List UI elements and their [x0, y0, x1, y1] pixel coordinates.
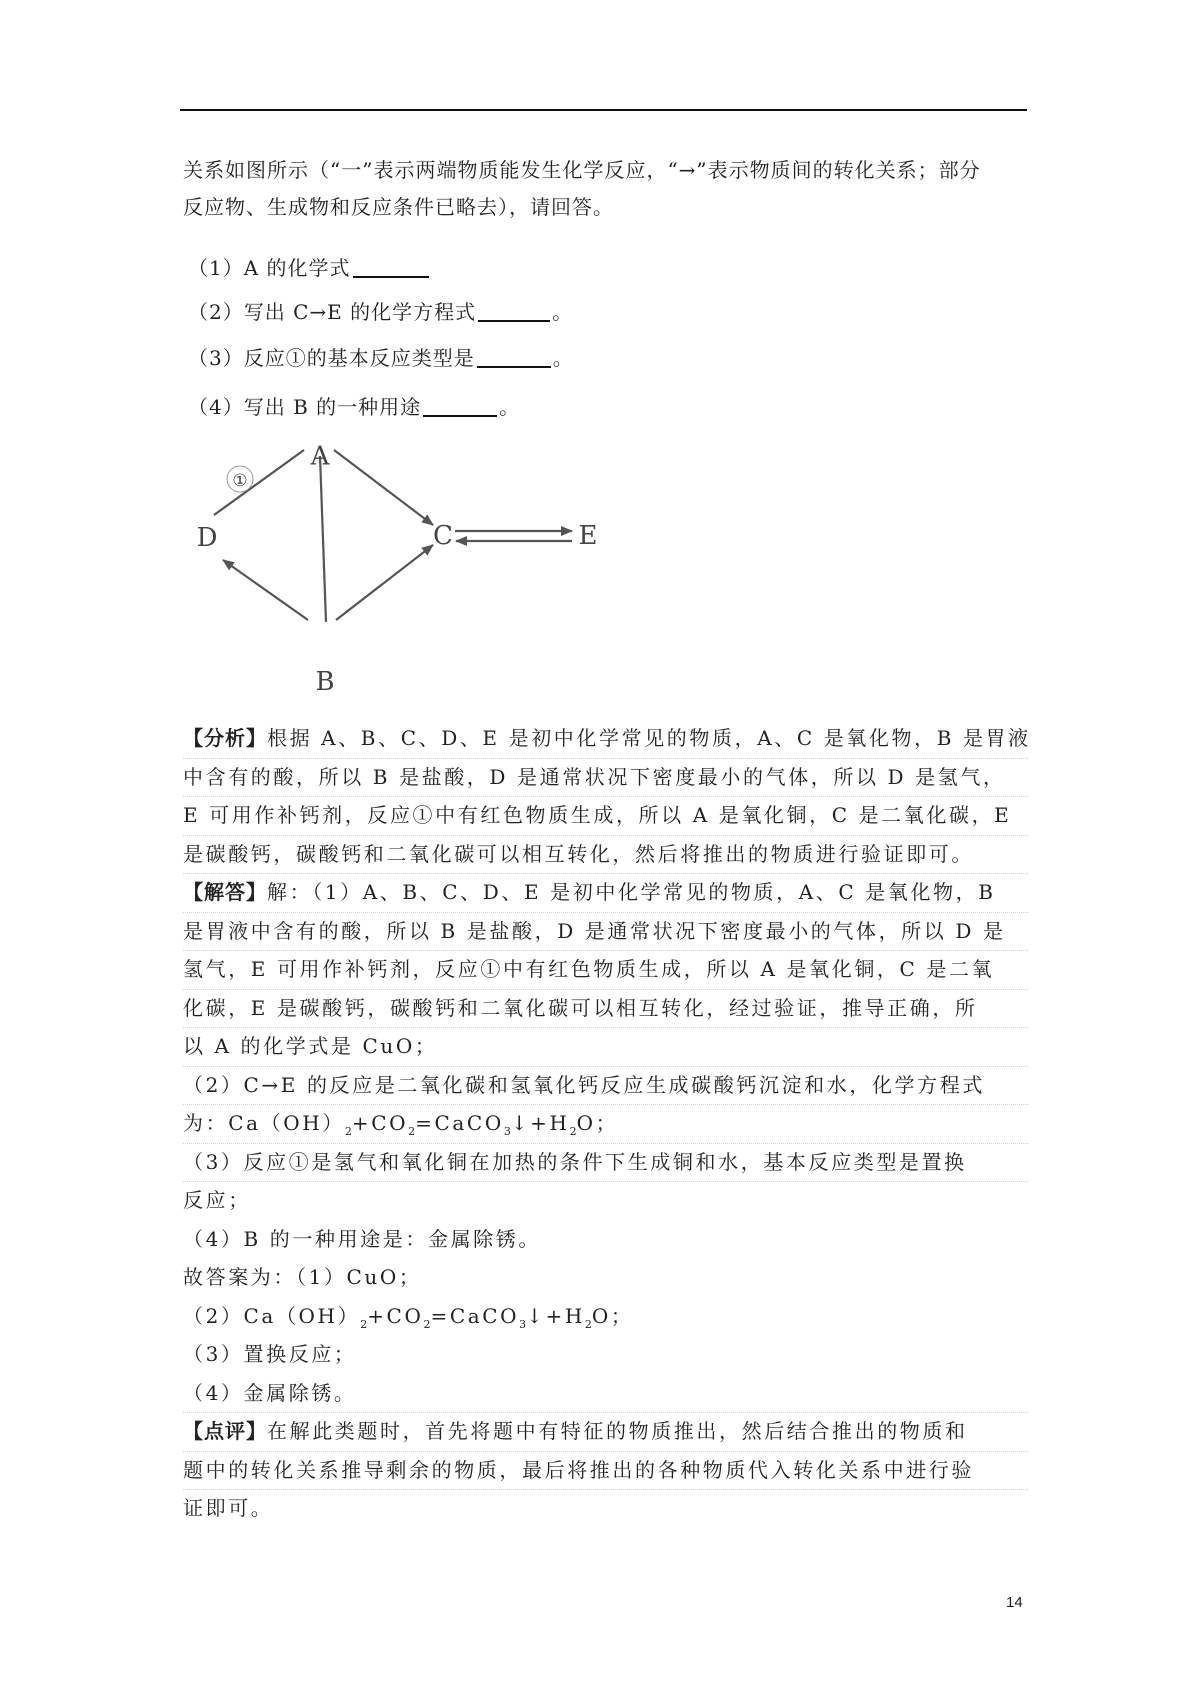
question-4: （4）写出 B 的一种用途 。 [188, 395, 521, 419]
edge-a-b [320, 456, 326, 622]
answer-equation: $(2)Ca(OH)_2+CO_2=CaCO_3↓+H_2O$； [183, 1303, 634, 1331]
intro-line: 关系如图所示（“一”表示两端物质能发生化学反应，“→”表示物质间的转化关系；部分 [183, 158, 981, 182]
node-a: A [310, 441, 330, 472]
question-text: （1）A 的化学式 [188, 256, 351, 280]
part-3-paragraph: （3）反应①是氢气和氧化铜在加热的条件下生成铜和水，基本反应类型是置换 反应； [183, 1144, 1028, 1221]
part-4-paragraph: （4）B 的一种用途是：金属除锈。 故答案为：（1）CuO； $(2)Ca(OH)_2+CO_2=CaCO_3↓+H_2O$； （3）置换反应； （4）金属除锈。 [183, 1221, 1028, 1414]
chemical-equation: 为：$Ca(OH)_2+CO_2=CaCO_3↓+H_2O$； [183, 1105, 1028, 1144]
part-2-paragraph: （2）C→E 的反应是二氧化碳和氢氧化钙反应生成碳酸钙沉淀和水，化学方程式 为：$Ca(OH)_2+CO_2=CaCO_3↓+H_2O$； [183, 1067, 1028, 1144]
node-e: E [578, 521, 598, 551]
relation-diagram [196, 440, 660, 700]
question-text: （2）写出 C→E 的化学方程式 [188, 300, 477, 324]
question-2: （2）写出 C→E 的化学方程式 。 [188, 300, 574, 324]
intro-line: 反应物、生成物和反应条件已略去），请回答。 [183, 195, 614, 219]
reaction-1-label: ① [232, 471, 248, 491]
edge-a-to-c [334, 450, 433, 525]
edge-b-to-d [223, 560, 308, 620]
edge-b-to-c [336, 545, 433, 620]
node-d: D [196, 523, 218, 553]
node-c: C [433, 521, 453, 551]
question-1 [188, 255, 431, 281]
comment-tag: 【点评】 [183, 1419, 267, 1443]
page-number: 14 [1006, 1594, 1023, 1611]
solution-paragraph: 【解答】解：（1）A、B、C、D、E 是初中化学常见的物质，A、C 是氧化物，B 是胃液中含有的酸，所以 B 是盐酸，D 是通常状况下密度最小的气体，所以 D 是 氢气，E 可用作补钙剂，反应①中有红色物质生成，所以 A 是氧化铜，C 是二氧 化碳，E 是碳酸钙，碳酸钙和二氧化碳可以相互转化，经过验证，推导正确，所 以 A 的化学式是 CuO； [183, 874, 1028, 1067]
analysis-tag: 【分析】 [183, 726, 267, 750]
solution-tag: 【解答】 [183, 880, 267, 904]
node-b: B [315, 667, 335, 697]
analysis-paragraph: 【分析】根据 A、B、C、D、E 是初中化学常见的物质，A、C 是氧化物，B 是胃液 中含有的酸，所以 B 是盐酸，D 是通常状况下密度最小的气体，所以 D 是氢气， E 可用作补钙剂，反应①中有红色物质生成，所以 A 是氧化铜，C 是二氧化碳，E 是碳酸钙，碳酸钙和二氧化碳可以相互转化，然后将推出的物质进行验证即可。 [183, 720, 1028, 874]
question-3: （3）反应①的基本反应类型是 。 [188, 346, 574, 370]
problem-intro [183, 152, 1028, 226]
answer-blank [478, 300, 550, 322]
answer-blank [423, 395, 497, 417]
answer-blank [353, 256, 429, 278]
answer-blank [477, 346, 551, 368]
header-rule [180, 109, 1027, 111]
comment-paragraph: 【点评】在解此类题时，首先将题中有特征的物质推出，然后结合推出的物质和 题中的转化关系推导剩余的物质，最后将推出的各种物质代入转化关系中进行验 证即可。 [183, 1413, 1028, 1529]
question-text: （3）反应①的基本反应类型是 [188, 346, 475, 370]
question-text: （4）写出 B 的一种用途 [188, 395, 422, 419]
relation-diagram-svg [196, 440, 660, 700]
solution-section [183, 720, 1031, 1529]
